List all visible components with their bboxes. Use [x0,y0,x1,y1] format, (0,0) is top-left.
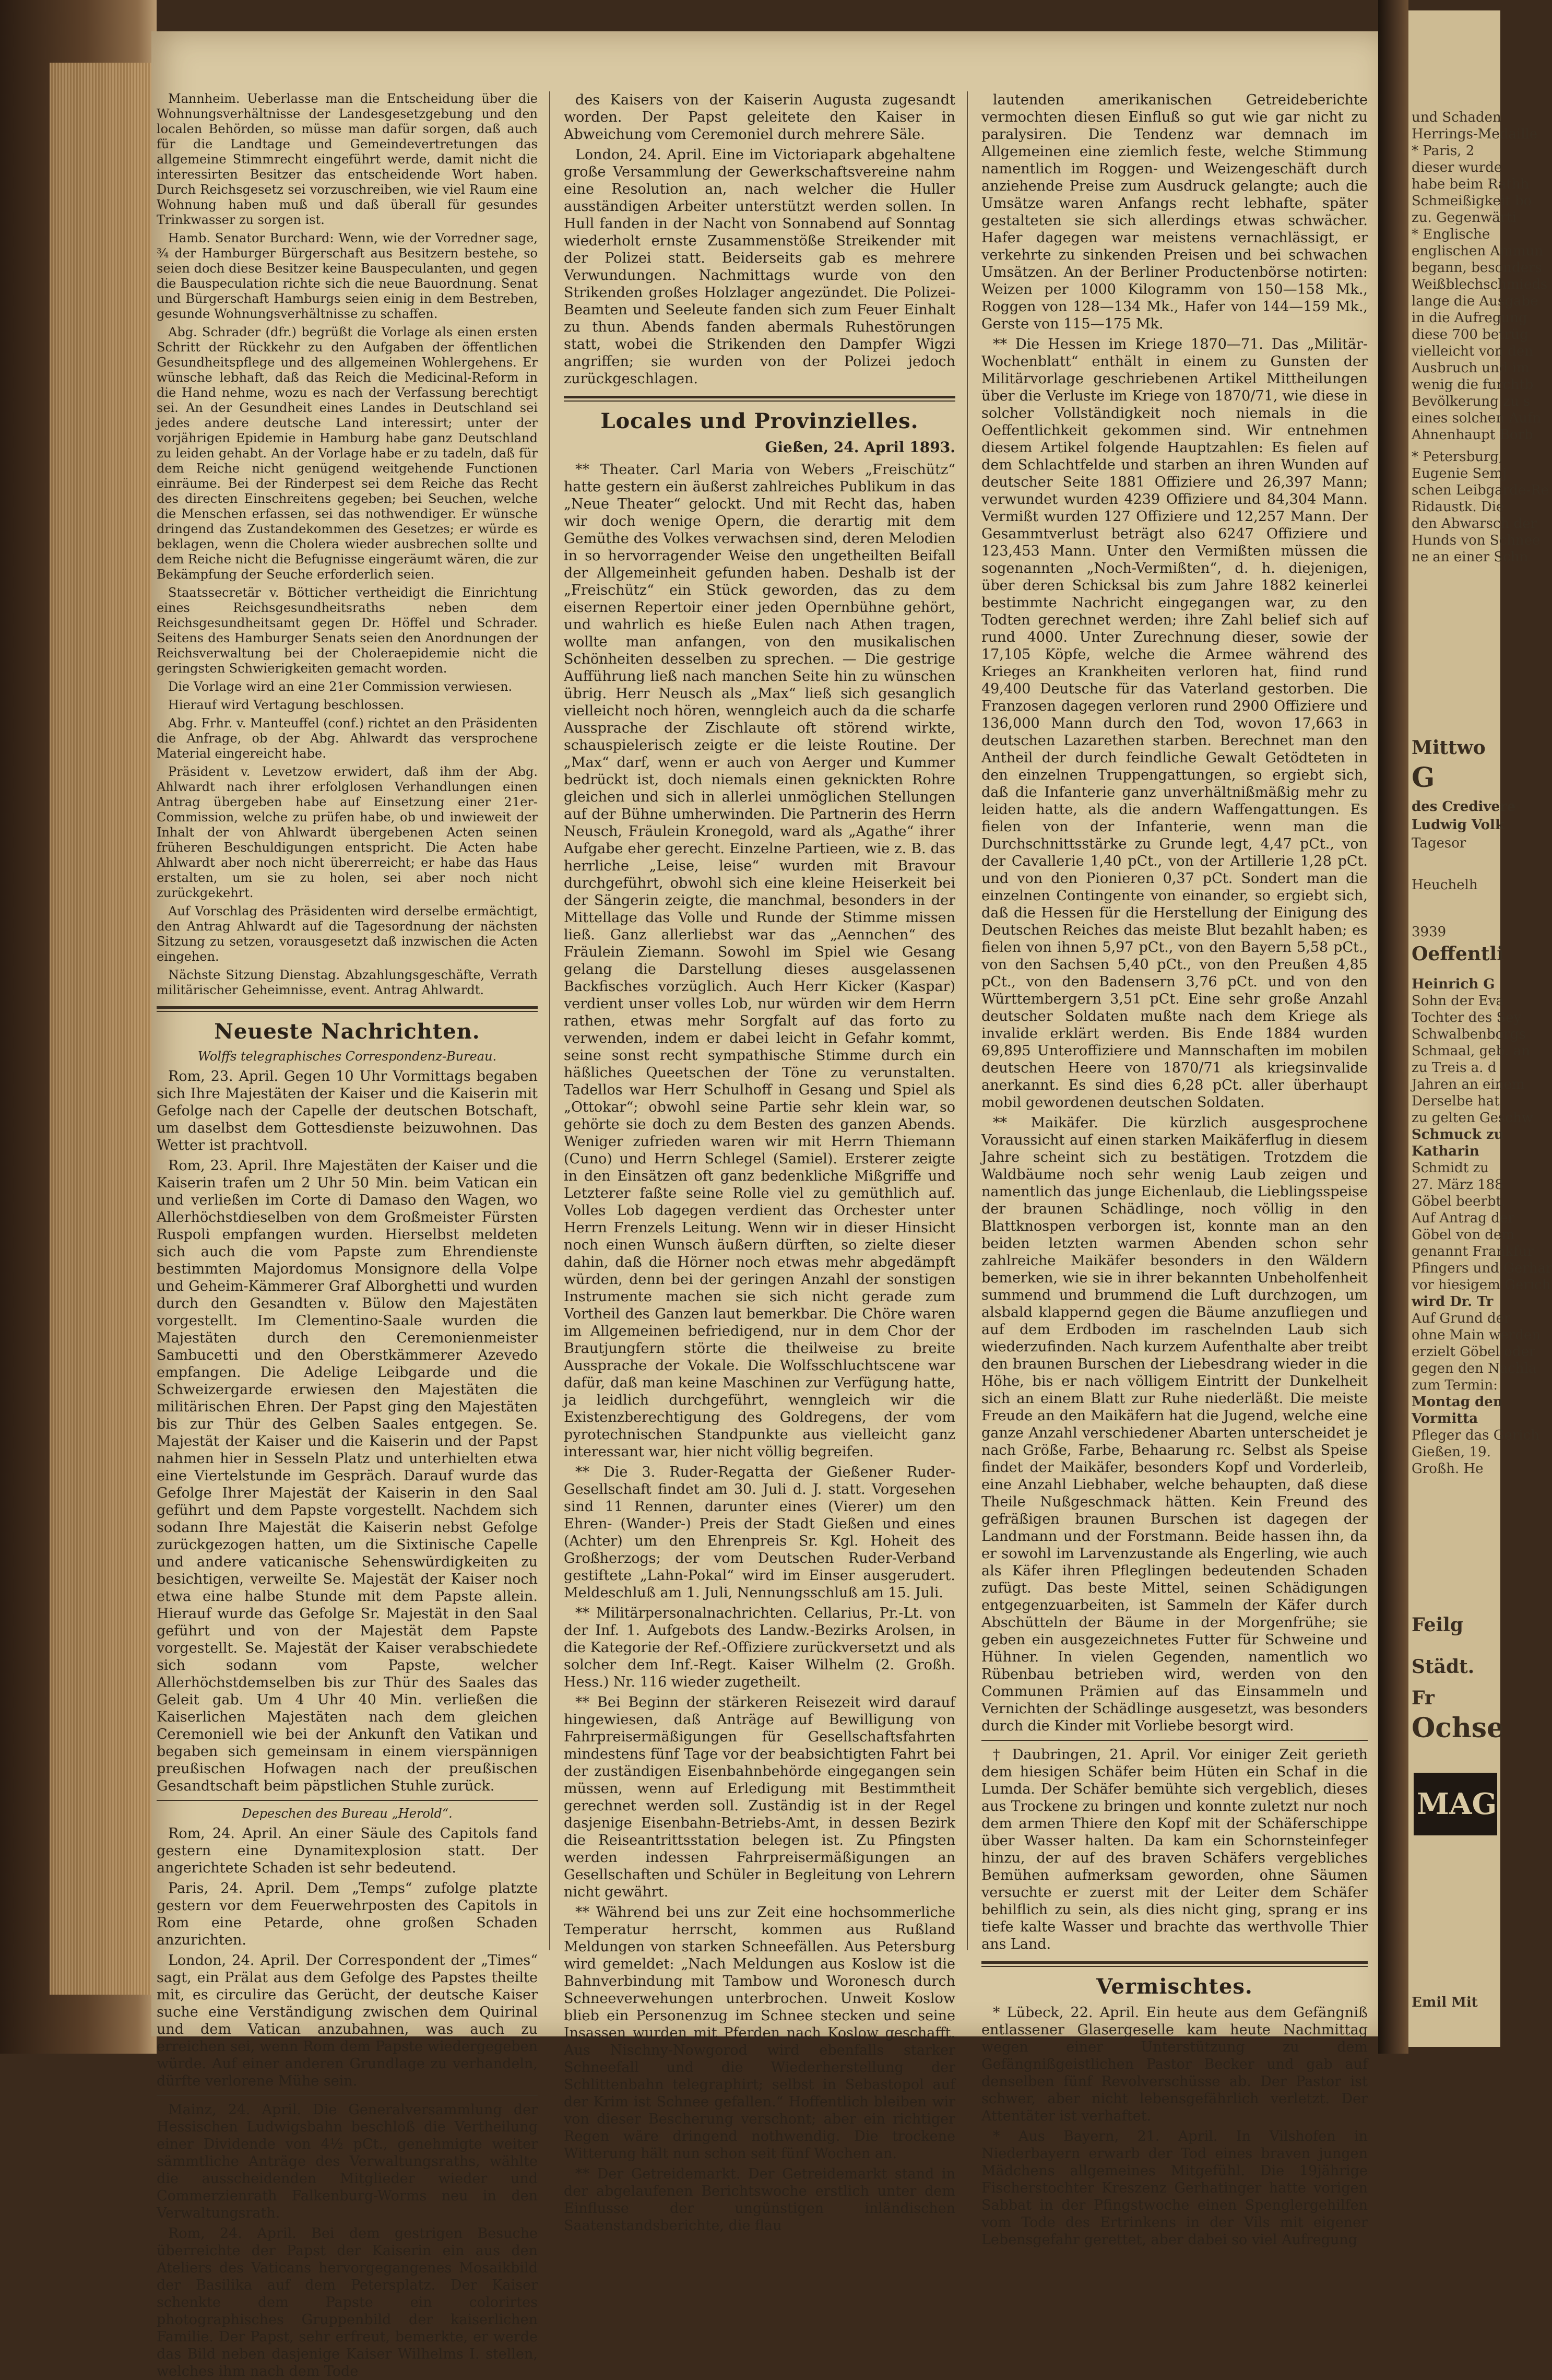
news-item: London, 24. April. Eine im Victoriapark abgehaltene große Versammlung der Gewerkschaftsvereine nahm eine Resolution an, nach welcher die Huller ausständigen Arbeiter unterstützt werden sollen. In Hull fanden in der Nacht von Sonnabend auf Sonntag wiederholt ernste Zusammenstöße Streikender mit der Polizei statt. Beiderseits gab es mehrere Verwundungen. Nachmittags wurde von den Strikenden großes Holzlager angezündet. Die Polizei-Beamten und Seeleute fanden sich zum Feuer Einhalt zu thun. Abends fanden abermals Ruhestörungen statt, wobei die Strikenden den Dampfer Wigzi angriffen; sie wurden von der Polizei jedoch zurückgeschlagen. [564,147,955,387]
fragment-line: dieser wurde [1412,160,1502,175]
fragment-line: 27. März 188 [1412,1177,1503,1193]
fragment-line: eines solchen Aufn [1412,410,1542,426]
fragment-heading: Mittwo [1412,737,1486,759]
fragment-line: zu. Gegenwärti [1412,210,1517,226]
fragment-line: Katharin [1412,1144,1479,1159]
article-paragraph: Nächste Sitzung Dienstag. Abzahlungsgeschäfte, Verrath militärischer Geheimnisse, event. Antrag Ahlwardt. [157,968,538,997]
section-heading-news: Neueste Nachrichten. [214,1019,480,1044]
fragment-line: Göbel beerbt. [1412,1194,1506,1209]
fragment-line: Schmaal, geb. an [1412,1043,1531,1059]
fragment-line: Schmuck zu [1412,1127,1504,1142]
fragment-line: Jahren an einem [1412,1077,1525,1092]
news-item: Mainz, 24. April. Die Generalversammlung der Hessischen Ludwigsbahn beschloß die Vertheilung einer Dividende von 4½ pCt., genehmigte weiter sämmtliche Anträge des Verwaltungsraths, wählte die ausscheidenden Mitglieder wieder und Commerzienrath Falkenburg-Worms neu in den Verwaltungsrath. [157,2102,538,2221]
column-rule-1 [549,91,550,1950]
local-item: ** Theater. Carl Maria von Webers „Freischütz“ hatte gestern ein äußerst zahlreiches Publikum in das „Neue Theater“ gelockt. Und mit Recht das, haben wir doch wenige Opern, die derartig mit dem Gemüthe des Volkes verwachsen sind, deren Melodien in so hervorragender Weise den ungetheilten Beifall der Allgemeinheit gefunden haben. Deshalb ist der „Freischütz“ ein Stück geworden, das zu dem eisernen Repertoir einer jeden Opernbühne gehört, und wahrlich es hieße Eulen nach Athen tragen, wollte man anfangen, von den musikalischen Schönheiten desselben zu sprechen. — Die gestrige Aufführung ließ nach manchen Seite hin zu wünschen übrig. Herr Neusch als „Max“ ließ sich gesanglich vielleicht noch hören, wenngleich auch da die scharfe Aussprache der Zischlaute oft störend wirkte, schauspielerisch zeigte er die leiste Routine. Der „Max“ darf, wenn er auch von Aerger und Kummer bedrückt ist, doch niemals einen geknickten Rohre gleichen und sich in allerlei unmöglichen Stellungen auf der Bühne umherwinden. Die Partnerin des Herrn Neusch, Fräulein Kronegold, ward als „Agathe“ ihrer Aufgabe eher gerecht. Einzelne Partieen, wie z. B. das herrliche „Leise, leise“ wurden mit Bravour durchgeführt, obwohl sich eine kleine Heiserkeit bei der Sängerin zeigte, die manchmal, besonders in der Mittellage das Volle und Runde der Stimme missen ließ. Ganz allerliebst war das „Aennchen“ des Fräulein Ziemann. Sowohl im Spiel wie Gesang gelang die Darstellung dieses ausgelassenen Backfisches vorzüglich. Auch Herr Kicker (Kaspar) verdient unser volles Lob, nur würden wir dem Herrn rathen, etwas mehr Sorgfalt auf das forto zu verwenden, indem er dabei leicht in Gefahr kommt, seine sonst recht sympathische Stimme durch ein häßliches Queetschen der Töne zu verunstalten. Tadellos war Herr Schulhoff in Gesang und Spiel als „Ottokar“; obwohl seine Partie sehr klein war, so gehörte sie doch zu dem Besten des ganzen Abends. Weniger zufrieden waren wir mit Herrn Thiemann (Cuno) und Herrn Schlegel (Samiel). Ersterer zeigte in den Einsätzen oft ganz bedenkliche Mißgriffe und Letzterer faßte seine Rolle viel zu gemüthlich auf. Volles Lob dagegen verdient das Orchester unter Herrn Frenzels Leitung. Wenn wir in dieser Hinsicht noch einen Wunsch äußern dürften, so zielte dieser dahin, daß die Hörner noch etwas mehr abgedämpft würden, denn bei der geringen Anzahl der sonstigen Instrumente machen sie sich nicht gerade zum Vortheil des Ganzen laut bemerkbar. Die Chöre waren im Allgemeinen befriedigend, nur in dem Chor der Brautjungfern störte die theilweise zu breite Aussprache der Vokale. Die Wolfsschluchtscene war dafür, daß man keine Maschinen zur Verfügung hatte, ja leidlich durchgeführt, wenngleich wir die Existenzberechtigung des Goldregens, der vom pyrotechnischen Standpunkte aus vielleicht ganz interessant war, hier nicht völlig begreifen. [564,462,955,1460]
article-paragraph: Mannheim. Ueberlasse man die Entscheidung über die Wohnungsverhältnisse der Landesgesetzgebung und den localen Behörden, so müsse man dafür sorgen, daß auch für die Landtage und Gemeindevertretungen das allgemeine Stimmrecht eingeführt werde, damit nicht die interessirten Besitzer das entscheidende Wort haben. Durch Reichsgesetz sei vorzuschreiben, wie viel Raum eine Wohnung haben muß und daß überall für gesundes Trinkwasser zu sorgen ist. [157,91,538,227]
fragment-line: Heinrich G [1412,976,1495,992]
fragment-line: zu gelten Geschw [1412,1110,1533,1126]
fragment-line: * Paris, 2 [1412,143,1475,159]
fragment-line: * Petersburg, [1412,449,1503,465]
fragment-heading: Ochse [1412,1712,1504,1744]
section-divider [157,1006,538,1012]
news-item: Rom, 23. April. Ihre Majestäten der Kaiser und die Kaiserin trafen um 2 Uhr 50 Min. beim Vatican ein und verließen im Corte di Damaso den Wagen, wo Allerhöchstdieselben von dem Großmeister Fürsten Ruspoli empfangen wurden. Hierselbst meldeten sich auch die vom Papste zum Ehrendienste bestimmten Majordomus Monsignore della Volpe und Geheim-Kämmerer Graf Alborghetti und wurden durch den Gesandten v. Bülow den Majestäten vorgestellt. Im Clementino-Saale wurden die Majestäten durch den Ceremonienmeister Sambucetti und den Oberstkämmerer Azevedo empfangen. Die Adelige Leibgarde und die Schweizergarde erwiesen den Majestäten die militärischen Ehren. Der Papst ging den Majestäten bis zur Thür des Gelben Saales entgegen. Se. Majestät der Kaiser und die Kaiserin und der Papst nahmen hier in Sesseln Platz und unterhielten etwa eine Viertelstunde im Gespräch. Darauf wurde das Gefolge Ihrer Majestät der Kaiserin in den Saal geführt und dem Papste vorgestellt. Nachdem sich sodann Ihre Majestät die Kaiserin nebst Gefolge zurückgezogen hatten, um die Sixtinische Capelle und andere vaticanische Sehenswürdigkeiten zu besichtigen, verweilte Se. Majestät der Kaiser noch etwa eine halbe Stunde mit dem Papste allein. Hierauf wurde das Gefolge Sr. Majestät in den Saal geführt und von der Majestät dem Papste vorgestellt. Se. Majestät der Kaiser verabschiedete sich sodann vom Papste, welcher Allerhöchstdemselben bis zur Thür des Saales das Geleit gab. Um 4 Uhr 40 Min. verließen die Kaiserlichen Majestäten nach dem gleichen Ceremoniell wie bei der Ankunft den Vatikan und begaben sich gemeinsam in einem vierspännigen preußischen Hofwagen nach der preußischen Gesandtschaft beim päpstlichen Stuhle zurück. [157,1158,538,1794]
section-heading-misc: Vermischtes. [1096,1974,1253,1999]
fragment-line: Tagesor [1412,835,1466,851]
adjacent-page-fragment [1408,10,1552,2047]
news-item: Rom, 24. April. Bei dem gestrigen Besuche überreichte der Papst der Kaiserin ein aus den Ateliers des Vaticans hervorgegangenes Mosaikbild der Basilika auf dem Petersplatz. Der Kaiser schenkte dem Papste ein colorirtes photographisches Gruppenbild der kaiserlichen Familie. Der Papst, sehr erfreut, bemerkte, er werde das Bild neben dasjenige Kaiser Wilhelms I. stellen, welches ihm nach dem Tode [157,2225,538,2379]
fragment-line: wenig die furchtb [1412,377,1534,393]
fragment-line: Heuchelh [1412,877,1478,893]
local-item: ** Bei Beginn der stärkeren Reisezeit wird darauf hingewiesen, daß Anträge auf Bewilligung von Fahrpreisermäßigungen für Gesellschaftsfahrten mindestens fünf Tage vor der beabsichtigten Fahrt bei der zuständigen Eisenbahnbehörde eingegangen sein müssen, wenn auf Erledigung mit Bestimmtheit gerechnet werden soll. Zuständig ist in der Regel dasjenige Eisenbahn-Betriebs-Amt, in dessen Bezirk die Reiseantrittsstation belegen ist. Zu Pfingsten werden indessen Fahrpreisermäßigungen an Gesellschaften und Schüler in Begleitung von Lehrern nicht gewährt. [564,1694,955,1900]
fragment-line: Ahnenhaupt Borb [1412,427,1533,443]
article-paragraph: Auf Vorschlag des Präsidenten wird derselbe ermächtigt, den Antrag Ahlwardt auf die Tagesordnung der nächsten Sitzung zu setzen, vorausgesetzt daß inzwischen die Acten eingehen. [157,904,538,964]
local-item: lautenden amerikanischen Getreideberichte vermochten diesen Einfluß so gut wie gar nicht zu paralysiren. Die Tendenz war demnach im Allgemeinen eine ziemlich feste, welche Stimmung namentlich im Roggen- und Weizengeschäft durch anziehende Preise zum Ausdruck gelangte; auch die Umsätze waren Anfangs recht lebhafte, später gestalteten sie sich allerdings etwas schwächer. Hafer dagegen war meistens vernachlässigt, er verkehrte zu sinkenden Preisen und bei schwachen Umsätzen. An der Berliner Productenbörse notirten: Weizen per 1000 Kilogramm von 150—158 Mk., Roggen von 128—134 Mk., Hafer von 144—159 Mk., Gerste von 115—175 Mk. [981,92,1368,332]
fragment-line: wird Dr. Tr [1412,1294,1494,1310]
fragment-line: Montag den [1412,1394,1503,1410]
fragment-line: begann, besonders [1412,260,1542,276]
fragment-line: gegen den Nachla [1412,1361,1537,1376]
article-paragraph: Staatssecretär v. Bötticher vertheidigt die Einrichtung eines Reichsgesundheitsraths neben dem Reichsgesundheitsamt gegen Dr. Höffel und Schrader. Seitens des Hamburger Senats seien den Anordnungen der Reichsverwaltung bei der Choleraepidemie nicht die geringsten Schwierigkeiten gemacht worden. [157,585,538,676]
section-heading-local: Locales und Provinzielles. [600,409,919,433]
fragment-line: Hunds von Schnee [1412,533,1541,548]
fragment-line: Sohn der Eva [1412,993,1504,1009]
fragment-line: ohne Main werden [1412,1327,1541,1343]
fragment-line: * Englische [1412,227,1490,242]
fragment-line: lange die Ausgabe [1412,293,1538,309]
fragment-line: Eugenie Semj [1412,466,1507,481]
fragment-heading: Oeffentli [1412,943,1504,965]
fragment-line: schen Leibgarde-Re [1412,482,1549,498]
fragment-line: Gießen, 19. [1412,1444,1491,1460]
local-item: ** Die Hessen im Kriege 1870—71. Das „Militär-Wochenblatt“ enthält in einem zu Gunsten der Militärvorlage geschriebenen Artikel Mittheilungen über die Verluste im Kriege von 1870/71, wie diese in solcher Vollständigkeit noch niemals in die Oeffentlichkeit gekommen sind. Wir entnehmen diesem Artikel folgende Hauptzahlen: Es fielen auf dem Schlachtfelde und starben an ihren Wunden auf deutscher Seite 1881 Offiziere und 26,397 Mann; verwundet wurden 4239 Offiziere und 84,304 Mann. Vermißt wurden 127 Offiziere und 12,257 Mann. Der Gesammtverlust beträgt also 6247 Offiziere und 123,453 Mann. Unter den Vermißten müssen die sogenannten „Noch-Vermißten“, d. h. diejenigen, über deren Schicksal bis zum Jahre 1882 keinerlei bestimmte Nachricht eingegangen war, zu den Todten gerechnet werden; ihre Zahl belief sich auf rund 4000. Unter Zurechnung dieser, sowie der 17,105 Köpfe, welche die Armee während des Krieges an Krankheiten verloren hat, fiind rund 49,400 Deutsche für das Vaterland gestorben. Die Franzosen dagegen verloren rund 2900 Offiziere und 136,000 Mann durch den Tod, wovon 17,663 in deutschen Lazarethen starben. Berechnet man den Antheil der durch feindliche Gewalt Getödteten in den einzelnen Truppengattungen, so ergiebt sich, daß die Infanterie ganz unverhältnißmäßig mehr zu leiden hatte, als die andern Waffengattungen. Es fielen von der Infanterie, wenn man die Durchschnittsstärke zu Grunde legt, 4,47 pCt., von der Cavallerie 1,40 pCt., von der Artillerie 1,28 pCt. und von den Pionieren 0,37 pCt. Sondert man die einzelnen Contingente von einander, so ergiebt sich, daß die Hessen für die Herstellung der Einigung des Deutschen Reiches das meiste Blut bezahlt haben; es fielen von ihnen 5,97 pCt., von den Bayern 5,58 pCt., von den Sachsen 5,40 pCt., von den Preußen 4,85 pCt., von den Badensern 3,76 pCt. und von den Württembergern 3,51 pCt. Eine sehr große Anzahl deutscher Soldaten mußte nach dem Kriege als invalide erklärt werden. Bis Ende 1884 wurden 69,895 Unteroffiziere und Mannschaften im mobilen deutschen Heere von 1870/71 als kriegsinvalide anerkannt. Es sind dies 6,28 pCt. aller überhaupt mobil gewordenen deutschen Soldaten. [981,336,1368,1111]
wire-service-subheading: Wolffs telegraphisches Correspondenz-Bureau. [197,1049,497,1064]
local-item: † Daubringen, 21. April. Vor einiger Zeit gerieth dem hiesigen Schäfer beim Hüten ein Schaf in die Lumda. Der Schäfer bemühte sich vergeblich, dieses aus Trockene zu bringen und konnte zuletzt nur noch dem armen Thiere den Kopf mit der Schäferschippe über Wasser halten. Da kam ein Schornsteinfeger hinzu, der auf des braven Schäfers vergebliches Bemühen aufmerksam geworden, ohne Säumen versuchte er zuerst mit der Leiter dem Schäfer behilflich zu sein, als dies nicht ging, sprang er ins tiefe kalte Wasser und brachte das werthvolle Thier ans Land. [981,1747,1368,1952]
fragment-line: Pfleger das Gerich [1412,1428,1539,1443]
article-paragraph: Abg. Schrader (dfr.) begrüßt die Vorlage als einen ersten Schritt der Rückkehr zu den Aufgaben der öffentlichen Gesundheitspflege und des allgemeinen Wohlergehens. Er wünsche lebhaft, daß das Reich die Medicinal-Reform in die Hand nehme, wozu es nach der Verfassung berechtigt sei. An der Gesundheit eines Landes in Deutschland sei jedes andere deutsche Land interessirt; unter der vorjährigen Epidemie in Hamburg habe ganz Deutschland zu leiden gehabt. An der Vorlage habe er zu tadeln, daß für dem Reiche nicht genügend weitgehende Functionen einräume. Bei der Rinderpest sei dem Reiche das Recht des directen Einschreitens gegeben; bei Seuchen, welche die Menschen erfassen, sei das nothwendiger. Er wünsche dringend das Zustandekommen des Gesetzes; er würde es beklagen, wenn die Cholera wieder ausbrechen sollte und dem Reiche nicht die Befugnisse eingeräumt wären, die zur Bekämpfung der Seuche erforderlich seien. [157,325,538,582]
fragment-line: vielleicht von den [1412,344,1533,359]
fragment-line: Derselbe hat [1412,1093,1500,1109]
news-item: Rom, 23. April. Gegen 10 Uhr Vormittags begaben sich Ihre Majestäten der Kaiser und die Kaiserin mit Gefolge nach der Capelle der deutschen Botschaft, um daselbst dem Gottesdienste beizuwohnen. Das Wetter ist prachtvoll. [157,1068,538,1153]
fragment-line: den Abwarsch der [1412,516,1537,532]
page-gutter [1378,0,1408,2054]
fragment-line: Ausbruch und im [1412,360,1530,376]
fragment-heading: Fr [1412,1687,1435,1709]
local-item: ** Der Getreidemarkt. Der Getreidemarkt stand in der abgelaufenen Berichtswoche erstlich unter dem Einflusse der ungünstigen inländischen Saatenstandsberichte, die flau [564,2166,955,2234]
fragment-line: und Schaden [1412,110,1501,125]
fragment-line: habe beim Rathh [1412,176,1530,192]
column-1 [157,91,538,2379]
misc-item: * Lübeck, 22. April. Ein heute aus dem Gefängniß entlassener Glasergeselle kam heute Nachmittag wegen einer Unterstützung zu dem Gefängnißgeistlichen Pastor Becker und gab auf denselben fünf Revolverschüsse ab. Der Pastor ist schwer, aber nicht lebensgefährlich verletzt. Der Attentäter ist verhaftet. [981,2005,1368,2124]
misc-item: * Aus Bayern, 21. April. In Vilshofen in Niederbayern erwarb der Tod eines braven jungen Mädchens allgemeines Mitgefühl. Die 19jährige Fischerstochter Kreszenz Gerhatinger hatte vorigen Sabbat in der Pfingstwoche einen Spenglergehilfen vom Tode des Ertrinkens in der Vils mit eigener Lebensgefahr gerettet, aber dabei so viel Aufregung [981,2128,1368,2248]
local-item: ** Während bei uns zur Zeit eine hochsommerliche Temperatur herrscht, kommen aus Rußland Meldungen von starken Schneefällen. Aus Petersburg wird gemeldet: „Nach Meldungen aus Koslow ist die Bahnverbindung mit Tambow und Woronesch durch Schneeverwehungen unterbrochen. Unweit Koslow blieb ein Personenzug im Schnee stecken und seine Insassen wurden mit Pferden nach Koslow geschafft. Aus Nischny-Nowgorod wird ebenfalls starker Schneefall und die Wiederherstellung der Schlittenbahn telegraphirt; selbst in Sebastopol auf der Krim ist Schnee gefallen.“ Hoffentlich bleiben wir von dieser Bescherung verschont; aber ein richtiger Regen wäre dringend nothwendig. Die trockene Witterung hält nun schon seit fünf Wochen an. [564,1904,955,2162]
dateline: Gießen, 24. April 1893. [765,439,955,456]
fragment-line: Schmeißigkeit bo [1412,193,1532,209]
fragment-line: erzielt Göbel oder [1412,1344,1536,1360]
article-paragraph: Präsident v. Levetzow erwidert, daß ihm der Abg. Ahlwardt nach ihrer erfolglosen Verhandlungen einen Antrag übergeben habe auf Einsetzung einer 21er-Commission, welche zu prüfen habe, ob und inwieweit der Inhalt der von Ahlwardt übergebenen Acten seinen früheren Beschuldigungen entspricht. Die Acten habe Ahlwardt aber noch nicht übererreicht; er habe das Haus erstalten, um sie zu holen, sei aber noch nicht zurückgekehrt. [157,764,538,900]
fragment-line: Tochter des Sey [1412,1010,1522,1026]
fragment-line: Schmidt zu [1412,1160,1489,1176]
column-rule-2 [967,91,968,1950]
local-item: ** Die 3. Ruder-Regatta der Gießener Ruder-Gesellschaft findet am 30. Juli d. J. statt. Vorgesehen sind 11 Rennen, darunter eines (Vierer) um den Ehren- (Wander-) Preis der Stadt Gießen und eines (Achter) um den Ehrenpreis Sr. Kgl. Hoheit des Großherzogs; der vom Deutschen Ruder-Verband gestiftete „Lahn-Pokal“ wird im Einser ausgerudert. Meldeschluß am 1. Juli, Nennungsschluß am 15. Juli. [564,1464,955,1601]
fragment-heading: G [1412,762,1435,794]
news-item: Rom, 24. April. An einer Säule des Capitols fand gestern eine Dynamitexplosion statt. Der angerichtete Schaden ist sehr bedeutend. [157,1825,538,1876]
wire-service-subheading: Depeschen des Bureau „Herold“. [242,1806,453,1821]
fragment-line: Emil Mit [1412,1995,1478,2010]
divider [981,1740,1368,1741]
divider [157,2095,538,2096]
section-divider [981,1961,1368,1967]
fragment-line: Göbel von dem [1412,1227,1515,1243]
divider [157,1800,538,1801]
advertisement-text: MAG [1417,1787,1497,1821]
article-paragraph: Hamb. Senator Burchard: Wenn, wie der Vorredner sage, ¾ der Hamburger Bürgerschaft aus Besitzern bestehe, so seien doch diese Besitzer keine Bauspeculanten, und gegen die Bauspeculation richte sich die neue Bauordnung. Senat und Bürgerschaft Hamburgs seien einig in dem Bestreben, gesunde Wohnungsverhältnisse zu schaffen. [157,231,538,321]
fragment-line: Ridaustk. Die [1412,499,1504,515]
fragment-line: Pfingers und Gerhar [1412,1260,1552,1276]
fragment-line: Herrings-Medaille [1412,126,1538,142]
book-binding [0,0,157,2054]
news-item: London, 24. April. Der Correspondent der „Times“ sagt, ein Prälat aus dem Gefolge des Papstes theilte mit, es circulire das Gerücht, der deutsche Kaiser suche eine Verständigung zwischen dem Quirinal und dem Vatican anzubahnen, was auch zu erreichen sei, wenn Rom dem Papste wiedergegeben würde. Auf einer anderen Grundlage zu verhandeln, dürfte verlorene Mühe sein. [157,1952,538,2089]
fragment-line: vor hiesigem Gerich [1412,1277,1551,1293]
fragment-heading: Feilg [1412,1614,1464,1636]
column-2 [564,91,955,2234]
fragment-line: englischen Ammun [1412,243,1544,259]
fragment-heading: Städt. [1412,1656,1475,1678]
article-paragraph: Hierauf wird Vertagung beschlossen. [168,698,405,712]
local-item: ** Maikäfer. Die kürzlich ausgesprochene Voraussicht auf einen starken Maikäferflug in diesem Jahre scheint sich zu bestätigen. Trotzdem die Waldbäume noch sehr wenig Laub zeigen und namentlich das junge Eichenlaub, die Lieblingsspeise der braunen Schädlinge, noch völlig in den Blattknospen verborgen ist, konnte man an den beiden letzten warmen Abenden schon sehr zahlreiche Maikäfer besonders in den Wäldern bemerken, wie sie in ihrer bekannten Unbeholfenheit summend und brummend die Luft durchzogen, um alsbald klappernd gegen die Bäume anzufliegen und auf dem Erdboden im raschelnden Laub sich wiederzufinden. Nach kurzem Aufenthalte aber treibt den braunen Burschen der Liebesdrang wieder in die Höhe, bis er nach völligem Eintritt der Dunkelheit sich an einem Blatt zur Ruhe niederläßt. Die meiste Freude an den Maikäfern hat die Jugend, welche eine ganze Anzahl verschiedener Abarten unterscheidet je nach Größe, Farbe, Behaarung rc. Selbst als Speise findet der Maikäfer, besonders Kopf und Vorderleib, eine Anzahl Liebhaber, welche behaupten, daß diese Theile Nußgeschmack hätten. Kein Freund des gefräßigen braunen Burschen ist dagegen der Landmann und der Forstmann. Beide hassen ihn, da er sowohl im Larvenzustande als Engerling, wie auch als Käfer ihren Pfleglingen bedeutenden Schaden zufügt. Das beste Mittel, seinen Schädigungen entgegenzuarbeiten, ist Sammeln der Käfer durch Abschütteln der Bäume in der Morgenfrühe; sie geben ein ausgezeichnetes Futter für Schweine und Hühner. In vielen Gegenden, namentlich wo Rübenbau betrieben wird, werden von den Communen Prämien auf das Einsammeln und Vernichten der Schädlinge ausgesetzt, was besonders durch die Kinder mit Vorliebe besorgt wird. [981,1115,1368,1734]
fragment-line: diese 700 betrüg [1412,327,1529,343]
fragment-line: Ludwig Volk [1412,817,1504,833]
fragment-line: Großh. He [1412,1461,1484,1477]
fragment-line: genannt Frankfur [1412,1244,1534,1259]
fragment-line: ne an einer Schn [1412,549,1529,565]
section-divider [564,396,955,402]
article-paragraph: Die Vorlage wird an eine 21er Commission verwiesen. [168,679,513,694]
fragment-line: Vormitta [1412,1411,1478,1427]
local-item: ** Militärpersonalnachrichten. Cellarius, Pr.-Lt. von der Inf. 1. Aufgebots des Landw.-Bezirks Arolsen, in die Kategorie der Ref.-Offiziere zurückversetzt und als solcher dem Inf.-Regt. Kaiser Wilhelm (2. Großh. Hess.) Nr. 116 wieder zugetheilt. [564,1605,955,1690]
fragment-line: zum Termin: [1412,1377,1498,1393]
fragment-line: Weißblechschmieds [1412,277,1548,292]
news-item: des Kaisers von der Kaiserin Augusta zugesandt worden. Der Papst geleitete den Kaiser in Abweichung vom Ceremoniel durch mehrere Säle. [564,92,955,143]
column-3 [981,91,1368,2248]
page-stack-edges [50,63,157,1995]
fragment-line: in die Aufregung [1412,310,1527,326]
fragment-line: Auf Antrag der [1412,1210,1514,1226]
fragment-line: des Credivere [1412,799,1516,815]
fragment-line: Bevölkerung zu s [1412,394,1531,409]
fragment-line: zu Treis a. d [1412,1060,1497,1076]
fragment-line: Auf Grund der [1412,1311,1511,1326]
article-paragraph: Abg. Frhr. v. Manteuffel (conf.) richtet an den Präsidenten die Anfrage, ob der Abg. Ahlwardt das versprochene Material eingereicht habe. [157,716,538,761]
fragment-line: Schwalbenborgs [1412,1027,1526,1042]
news-item: Paris, 24. April. Dem „Temps“ zufolge platzte gestern vor dem Feuerwehrposten des Capitols in Rom eine Petarde, ohne großen Schaden anzurichten. [157,1880,538,1948]
fragment-line: 3939 [1412,924,1447,940]
advertisement-block [1414,1773,1497,1835]
